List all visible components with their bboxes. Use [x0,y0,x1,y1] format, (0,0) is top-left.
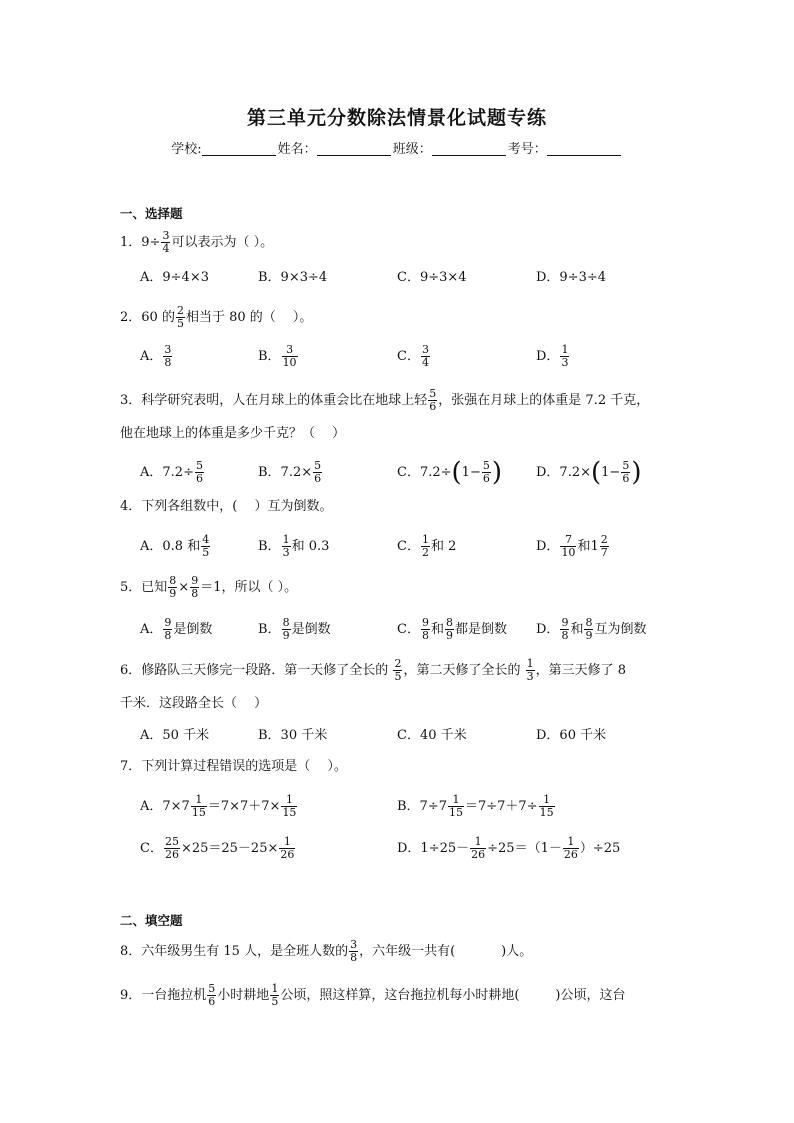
q-text: 9÷ [141,235,161,250]
page-title: 第三单元分数除法情景化试题专练 [246,107,547,129]
question-3-line-2: 他在地球上的体重是多少千克？（ ） [120,426,346,441]
number-blank[interactable] [547,141,621,156]
class-label: 班级： [392,142,432,157]
number-label: 考号： [507,142,547,157]
question-5: 5．已知 $\frac{8}{9}$ × $\frac{9}{8}$ ＝1，所以（ ）。 [120,574,298,600]
q-text: 可以表示为（ ）。 [171,235,274,250]
q6-option-c[interactable]: C．40 千米 [397,728,467,743]
class-blank[interactable] [432,141,506,156]
q3-option-c[interactable]: C．7.2÷(1− $\frac{5}{6}$ ) [397,457,502,488]
q4-option-c[interactable]: C． $\frac{1}{2}$ 和 2 [397,533,457,559]
q2-option-b[interactable]: B． $\frac{3}{10}$ [258,343,297,369]
school-blank[interactable] [202,141,276,156]
q7-option-d[interactable]: D．1÷25－ $\frac{1}{26}$ ÷25＝（1－ $\frac{1}{26}$ ）÷25 [397,835,621,861]
q1-option-d[interactable]: D．9÷3÷4 [536,270,607,285]
name-blank[interactable] [317,141,391,156]
question-1 [120,230,273,255]
question-4: 4．下列各组数中，( ）互为倒数。 [120,499,333,514]
q3-option-d[interactable]: D．7.2×(1− $\frac{5}{6}$ ) [536,457,642,488]
name-label: 姓名： [277,142,317,157]
q1-option-c[interactable]: C．9÷3×4 [397,270,467,285]
fraction: $\frac{2}{5}$ [176,304,184,330]
q7-option-b[interactable]: B．7÷7 $\frac{1}{15}$ ＝7÷7＋7÷ $\frac{1}{15}$ [397,793,554,819]
q5-option-c[interactable]: C． $\frac{9}{8}$ 和 $\frac{8}{9}$ 都是倒数 [397,616,507,642]
section-choice: 一、选择题 [120,206,183,221]
q2-option-c[interactable]: C． $\frac{3}{4}$ [397,343,429,369]
q5-option-d[interactable]: D． $\frac{9}{8}$ 和 $\frac{8}{9}$ 互为倒数 [536,616,647,642]
section-fill: 二、填空题 [120,913,183,928]
q2-option-a[interactable]: A． $\frac{3}{8}$ [140,343,172,369]
question-3: 3．科学研究表明，人在月球上的体重会比在地球上轻 $\frac{5}{6}$ ，张强在月球上的体重是 7.2 千克， [120,387,650,413]
q4-option-d[interactable]: D． $\frac{7}{10}$ 和1 $\frac{2}{7}$ [536,533,608,559]
q5-option-b[interactable]: B． $\frac{8}{9}$ 是倒数 [258,616,331,642]
q6-option-d[interactable]: D．60 千米 [536,728,607,743]
question-6: 6．修路队三天修完一段路．第一天修了全长的 $\frac{2}{5}$ ，第二天修了全长的 $\frac{1}{3}$ ，第三天修了 8 [120,657,626,683]
q1-option-b[interactable]: B．9×3÷4 [258,270,328,285]
q3-option-a[interactable]: A．7.2÷ $\frac{5}{6}$ [140,459,203,485]
q5-option-a[interactable]: A． $\frac{9}{8}$ 是倒数 [140,616,213,642]
q1-option-a[interactable]: A．9÷4×3 [140,270,209,285]
q2-option-d[interactable]: D． $\frac{1}{3}$ [536,343,569,369]
question-7: 7．下列计算过程错误的选项是（ ）。 [120,759,347,774]
question-2: 2．60 的 $\frac{2}{5}$ 相当于 80 的（ ）。 [120,304,313,330]
student-info-line [0,138,794,157]
school-label: 学校: [171,142,202,157]
q4-option-a[interactable]: A．0.8 和 $\frac{4}{5}$ [140,533,210,559]
question-9: 9．一台拖拉机 $\frac{5}{6}$ 小时耕地 $\frac{1}{5}$ 公顷，照这样算，这台拖拉机每小时耕地( )公顷，这台 [120,982,626,1008]
q7-option-a[interactable]: A．7×7 $\frac{1}{15}$ ＝7×7＋7× $\frac{1}{15}$ [140,793,297,819]
question-6-line-2: 千米．这段路全长（ ） [120,696,268,711]
q-number: 1． [120,235,142,250]
q7-option-c[interactable]: C． $\frac{25}{26}$ ×25＝25－25× $\frac{1}{26}$ [140,835,295,861]
question-8: 8．六年级男生有 15 人，是全班人数的 $\frac{3}{8}$ ，六年级一共有( )人。 [120,938,533,964]
q3-option-b[interactable]: B．7.2× $\frac{5}{6}$ [258,459,322,485]
q6-option-b[interactable]: B．30 千米 [258,728,328,743]
q4-option-b[interactable]: B． $\frac{1}{3}$ 和 0.3 [258,533,330,559]
q6-option-a[interactable]: A．50 千米 [140,728,210,743]
fraction: $\frac{3}{4}$ [162,229,170,255]
